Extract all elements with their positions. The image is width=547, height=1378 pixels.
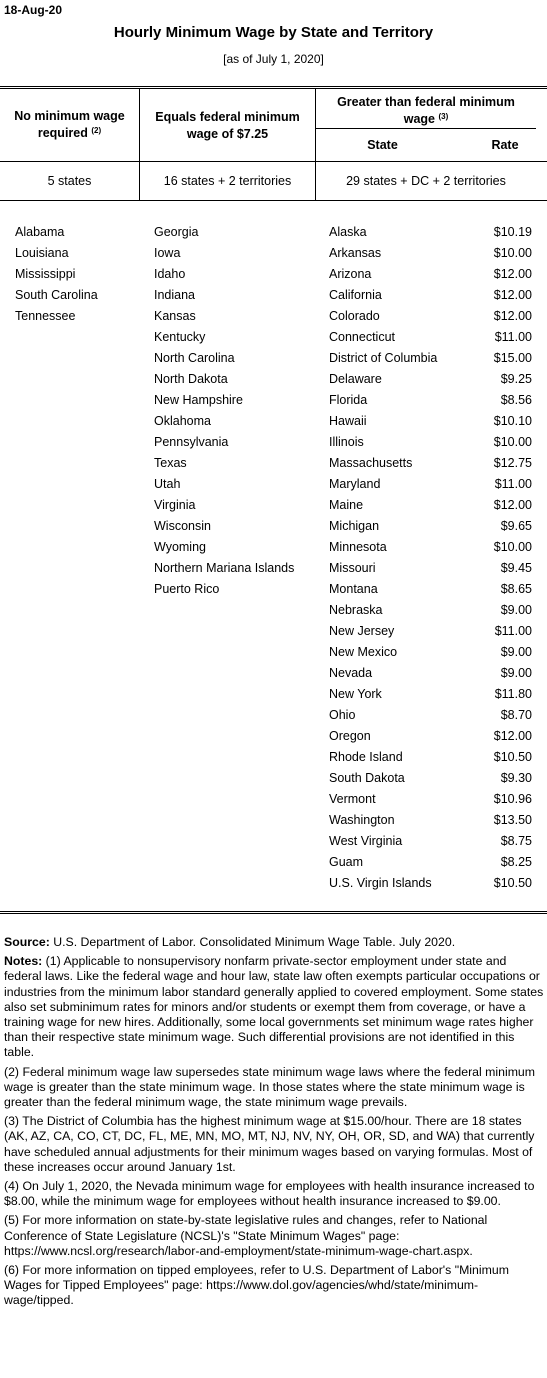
wage-rate: $8.75: [500, 834, 532, 848]
wage-rate: $11.80: [494, 687, 532, 701]
state-name: Guam: [329, 855, 364, 869]
state-name: Delaware: [329, 372, 382, 386]
state-name: Louisiana: [15, 246, 69, 260]
state-name: New Jersey: [329, 624, 395, 638]
list-item: [154, 222, 314, 243]
subheader-rate: Rate: [491, 138, 519, 152]
list-item: [329, 810, 532, 831]
wage-rate: $9.00: [500, 645, 532, 659]
list-item: [154, 390, 314, 411]
state-name: Kansas: [154, 309, 196, 323]
list-item: [154, 579, 314, 600]
wage-rate: $9.25: [500, 372, 532, 386]
state-name: Kentucky: [154, 330, 206, 344]
list-item: [329, 768, 532, 789]
list-item: [329, 222, 532, 243]
state-name: U.S. Virgin Islands: [329, 876, 432, 890]
list-item: [154, 558, 314, 579]
page-subtitle: [as of July 1, 2020]: [223, 52, 324, 66]
list-item: [15, 264, 135, 285]
subheader-state: State: [367, 138, 398, 152]
count-greater-federal: 29 states + DC + 2 territories: [346, 174, 506, 188]
wage-rate: $8.25: [500, 855, 532, 869]
footnote-ref: (3): [438, 112, 449, 121]
wage-rate: $12.00: [493, 288, 532, 302]
wage-rate: $10.50: [493, 750, 532, 764]
wage-rate: $10.19: [493, 225, 532, 239]
state-name: Wyoming: [154, 540, 206, 554]
state-name: Northern Mariana Islands: [154, 561, 295, 575]
list-item: [329, 453, 532, 474]
state-name: Oregon: [329, 729, 371, 743]
state-name: Maine: [329, 498, 364, 512]
wage-rate: $9.00: [500, 666, 532, 680]
wage-rate: $12.00: [493, 309, 532, 323]
list-item: [154, 495, 314, 516]
list-item: [329, 306, 532, 327]
list-item: [329, 411, 532, 432]
wage-rate: $11.00: [494, 477, 532, 491]
wage-rate: $13.50: [493, 813, 532, 827]
list-item: [329, 348, 532, 369]
list-item: [154, 474, 314, 495]
no-minimum-list: [15, 222, 135, 327]
state-name: Iowa: [154, 246, 181, 260]
state-name: North Dakota: [154, 372, 228, 386]
list-item: [329, 726, 532, 747]
state-name: Tennessee: [15, 309, 76, 323]
list-item: [329, 390, 532, 411]
count-bottom-rule: [0, 200, 547, 201]
list-item: [329, 831, 532, 852]
state-name: Florida: [329, 393, 368, 407]
list-item: [329, 285, 532, 306]
state-name: Alaska: [329, 225, 367, 239]
list-item: [154, 537, 314, 558]
list-item: [15, 222, 135, 243]
wage-rate: $10.00: [493, 246, 532, 260]
report-date: 18-Aug-20: [4, 3, 63, 17]
list-item: [154, 369, 314, 390]
wage-rate: $9.45: [500, 561, 532, 575]
note-3: (3) The District of Columbia has the highest minimum wage at $15.00/hour. There are 18 states (AK, AZ, CA, CO, CT, DC, FL, ME, MN, MO, MT, NJ, NV, NY, OH, OR, SD, and WA) that currently have scheduled annual adjustments for their minimum wages based on varying formulas. Most of these increases occur around January 1st.: [4, 1114, 535, 1174]
list-item: [329, 852, 532, 873]
state-name: Virginia: [154, 498, 196, 512]
state-name: Missouri: [329, 561, 376, 575]
list-item: [154, 348, 314, 369]
list-item: [329, 642, 532, 663]
list-item: [329, 495, 532, 516]
table-top-rule: [0, 86, 547, 89]
wage-rate: $10.00: [493, 435, 532, 449]
wage-rate: $12.75: [493, 456, 532, 470]
list-item: [15, 306, 135, 327]
list-item: [329, 243, 532, 264]
list-item: [329, 873, 532, 894]
wage-rate: $12.00: [493, 498, 532, 512]
state-name: Minnesota: [329, 540, 387, 554]
state-name: Michigan: [329, 519, 380, 533]
note-2: (2) Federal minimum wage law supersedes state minimum wage laws where the federal minimum wage is greater than the state minimum wage. In those states where the state minimum wage is greater than the federal minimum wage, the state minimum wage prevails.: [4, 1064, 536, 1110]
header-greater-federal: Greater than federal minimum wage $^{(3)}$: [337, 95, 515, 126]
footnote-ref: (2): [91, 126, 102, 135]
federal-list: [154, 222, 314, 600]
state-name: Wisconsin: [154, 519, 211, 533]
header-no-minimum: No minimum wage required $^{(2)}$: [14, 109, 125, 140]
state-name: Nebraska: [329, 603, 383, 617]
wage-rate: $11.00: [494, 330, 532, 344]
state-name: Massachusetts: [329, 456, 413, 470]
list-item: [329, 369, 532, 390]
state-name: Illinois: [329, 435, 364, 449]
count-no-minimum: 5 states: [47, 174, 92, 188]
list-item: [329, 327, 532, 348]
wage-rate: $9.65: [500, 519, 532, 533]
list-item: [329, 684, 532, 705]
state-name: Alabama: [15, 225, 65, 239]
list-item: [329, 474, 532, 495]
wage-rate: $10.50: [493, 876, 532, 890]
state-name: Colorado: [329, 309, 380, 323]
list-item: [15, 285, 135, 306]
count-equals-federal: 16 states + 2 territories: [163, 174, 292, 188]
note-4: (4) On July 1, 2020, the Nevada minimum wage for employees with health insurance increased to $8.00, while the minimum wage for employees without health insurance increased to $9.00.: [4, 1179, 535, 1209]
state-name: Oklahoma: [154, 414, 211, 428]
note-5: (5) For more information on state-by-state legislative rules and changes, refer to National Conference of State Legislature (NCSL)'s "State Minimum Wages" page: https://www.ncsl.org/research/labor-and-employment/state-minimum-wage-chart.aspx.: [4, 1213, 488, 1258]
header-bottom-rule: [0, 161, 547, 162]
list-item: [329, 558, 532, 579]
wage-rate: $10.96: [493, 792, 532, 806]
note-1: Notes: (1) Applicable to nonsupervisory nonfarm private-sector employment under state and federal laws. Like the federal wage and hour law, state law often exempts particular occupations or industries from the minimum labor standard generally applied to covered employment. Some states also set subminimum rates for minors and/or students or exempt them from coverage, or have a training wage for new hires. Additionally, some local governments set minimum wage rates higher than their respective state minimum wage. Such differential provisions are not identified in this table.: [4, 954, 544, 1060]
state-name: New Mexico: [329, 645, 398, 659]
greater-list: [329, 222, 532, 894]
list-item: [154, 516, 314, 537]
list-item: [329, 579, 532, 600]
wage-rate: $9.00: [500, 603, 532, 617]
wage-rate: $10.10: [493, 414, 532, 428]
state-name: Utah: [154, 477, 181, 491]
list-item: [329, 432, 532, 453]
state-name: Montana: [329, 582, 378, 596]
state-name: Arizona: [329, 267, 372, 281]
table-bottom-rule: [0, 911, 547, 914]
list-item: [15, 243, 135, 264]
list-item: [329, 516, 532, 537]
state-name: Georgia: [154, 225, 199, 239]
state-name: North Carolina: [154, 351, 235, 365]
state-name: Vermont: [329, 792, 376, 806]
list-item: [329, 747, 532, 768]
list-item: [329, 537, 532, 558]
list-item: [329, 600, 532, 621]
page-title: Hourly Minimum Wage by State and Territory: [113, 24, 434, 41]
state-name: South Carolina: [15, 288, 98, 302]
state-name: Puerto Rico: [154, 582, 220, 596]
state-name: Idaho: [154, 267, 186, 281]
state-name: Mississippi: [15, 267, 76, 281]
wage-rate: $8.65: [500, 582, 532, 596]
list-item: [154, 243, 314, 264]
wage-rate: $9.30: [500, 771, 532, 785]
list-item: [329, 264, 532, 285]
notes-section: [4, 935, 544, 1313]
wage-rate: $8.70: [500, 708, 532, 722]
state-name: Connecticut: [329, 330, 396, 344]
state-name: Indiana: [154, 288, 196, 302]
state-name: District of Columbia: [329, 351, 438, 365]
state-name: Ohio: [329, 708, 356, 722]
state-name: Hawaii: [329, 414, 367, 428]
state-name: New York: [329, 687, 382, 701]
source-note: Source: U.S. Department of Labor. Consolidated Minimum Wage Table. July 2020.: [4, 935, 456, 949]
wage-rate: $10.00: [493, 540, 532, 554]
note-6: (6) For more information on tipped employees, refer to U.S. Department of Labor's "Minimum Wages for Tipped Employees" page: https://www.dol.gov/agencies/whd/state/minimum-wage/tipped.: [4, 1263, 509, 1308]
state-name: Washington: [329, 813, 395, 827]
wage-rate: $8.56: [500, 393, 532, 407]
state-name: Texas: [154, 456, 187, 470]
state-name: West Virginia: [329, 834, 403, 848]
subheader-rule: [316, 128, 536, 129]
state-name: Maryland: [329, 477, 381, 491]
state-name: Nevada: [329, 666, 373, 680]
state-name: Rhode Island: [329, 750, 403, 764]
wage-rate: $12.00: [493, 267, 532, 281]
header-equals-federal: Equals federal minimum wage of $7.25: [155, 110, 300, 141]
state-name: South Dakota: [329, 771, 405, 785]
state-name: Arkansas: [329, 246, 382, 260]
list-item: [329, 705, 532, 726]
list-item: [329, 663, 532, 684]
list-item: [154, 453, 314, 474]
list-item: [154, 285, 314, 306]
list-item: [329, 621, 532, 642]
list-item: [154, 411, 314, 432]
wage-rate: $11.00: [494, 624, 532, 638]
list-item: [154, 306, 314, 327]
list-item: [154, 327, 314, 348]
state-name: Pennsylvania: [154, 435, 229, 449]
wage-rate: $15.00: [493, 351, 532, 365]
list-item: [329, 789, 532, 810]
list-item: [154, 264, 314, 285]
wage-rate: $12.00: [493, 729, 532, 743]
state-name: New Hampshire: [154, 393, 243, 407]
state-name: California: [329, 288, 382, 302]
list-item: [154, 432, 314, 453]
